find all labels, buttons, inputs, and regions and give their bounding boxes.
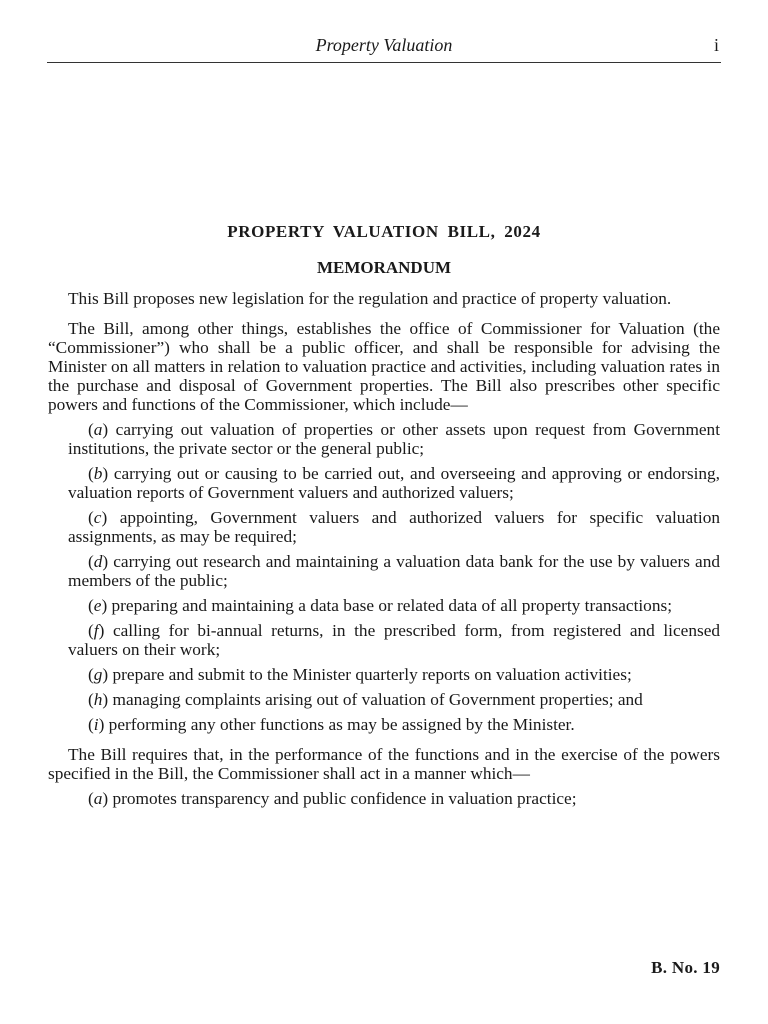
bill-title: PROPERTY VALUATION BILL, 2024 <box>227 222 541 241</box>
function-item: (b) carrying out or causing to be carried out, and overseeing and approving or endorsing, valuation reports of Government valuers and authorized valuers; <box>68 464 720 502</box>
paragraph-manner-lead: The Bill requires that, in the performance of the functions and in the exercise of the powers specified in the Bill, the Commissioner shall act in a manner which— <box>48 745 720 783</box>
document-body <box>48 222 720 808</box>
page-number: i <box>713 35 719 55</box>
paragraph-functions-lead: The Bill, among other things, establishes the office of Commissioner for Valuation (the “Commissioner”) who shall be a public officer, and shall be responsible for advising the Minister on all matters in relation to valuation practice and activities, including valuation rates in the purchase and disposal of Government properties. The Bill also prescribes other specific powers and functions of the Commissioner, which include— <box>48 319 720 414</box>
function-item: (i) performing any other functions as may be assigned by the Minister. <box>88 715 575 734</box>
memorandum-heading: MEMORANDUM <box>316 258 452 277</box>
paragraph-intro: This Bill proposes new legislation for the regulation and practice of property valuation. <box>68 289 672 308</box>
running-title: Property Valuation <box>315 35 453 55</box>
function-item: (d) carrying out research and maintaining a valuation data bank for the use by valuers and members of the public; <box>68 552 720 590</box>
manner-item: (a) promotes transparency and public confidence in valuation practice; <box>88 789 577 808</box>
function-item: (g) prepare and submit to the Minister quarterly reports on valuation activities; <box>88 665 632 684</box>
function-item: (h) managing complaints arising out of valuation of Government properties; and <box>88 690 643 709</box>
function-item: (e) preparing and maintaining a data base or related data of all property transactions; <box>88 596 672 615</box>
running-header <box>47 34 721 63</box>
function-item: (a) carrying out valuation of properties or other assets upon request from Government institutions, the private sector or the general public; <box>68 420 721 458</box>
function-item: (f) calling for bi-annual returns, in the prescribed form, from registered and licensed valuers on their work; <box>68 621 720 659</box>
function-item: (c) appointing, Government valuers and authorized valuers for specific valuation assignments, as may be required; <box>68 508 720 546</box>
bill-number: B. No. 19 <box>651 958 720 977</box>
